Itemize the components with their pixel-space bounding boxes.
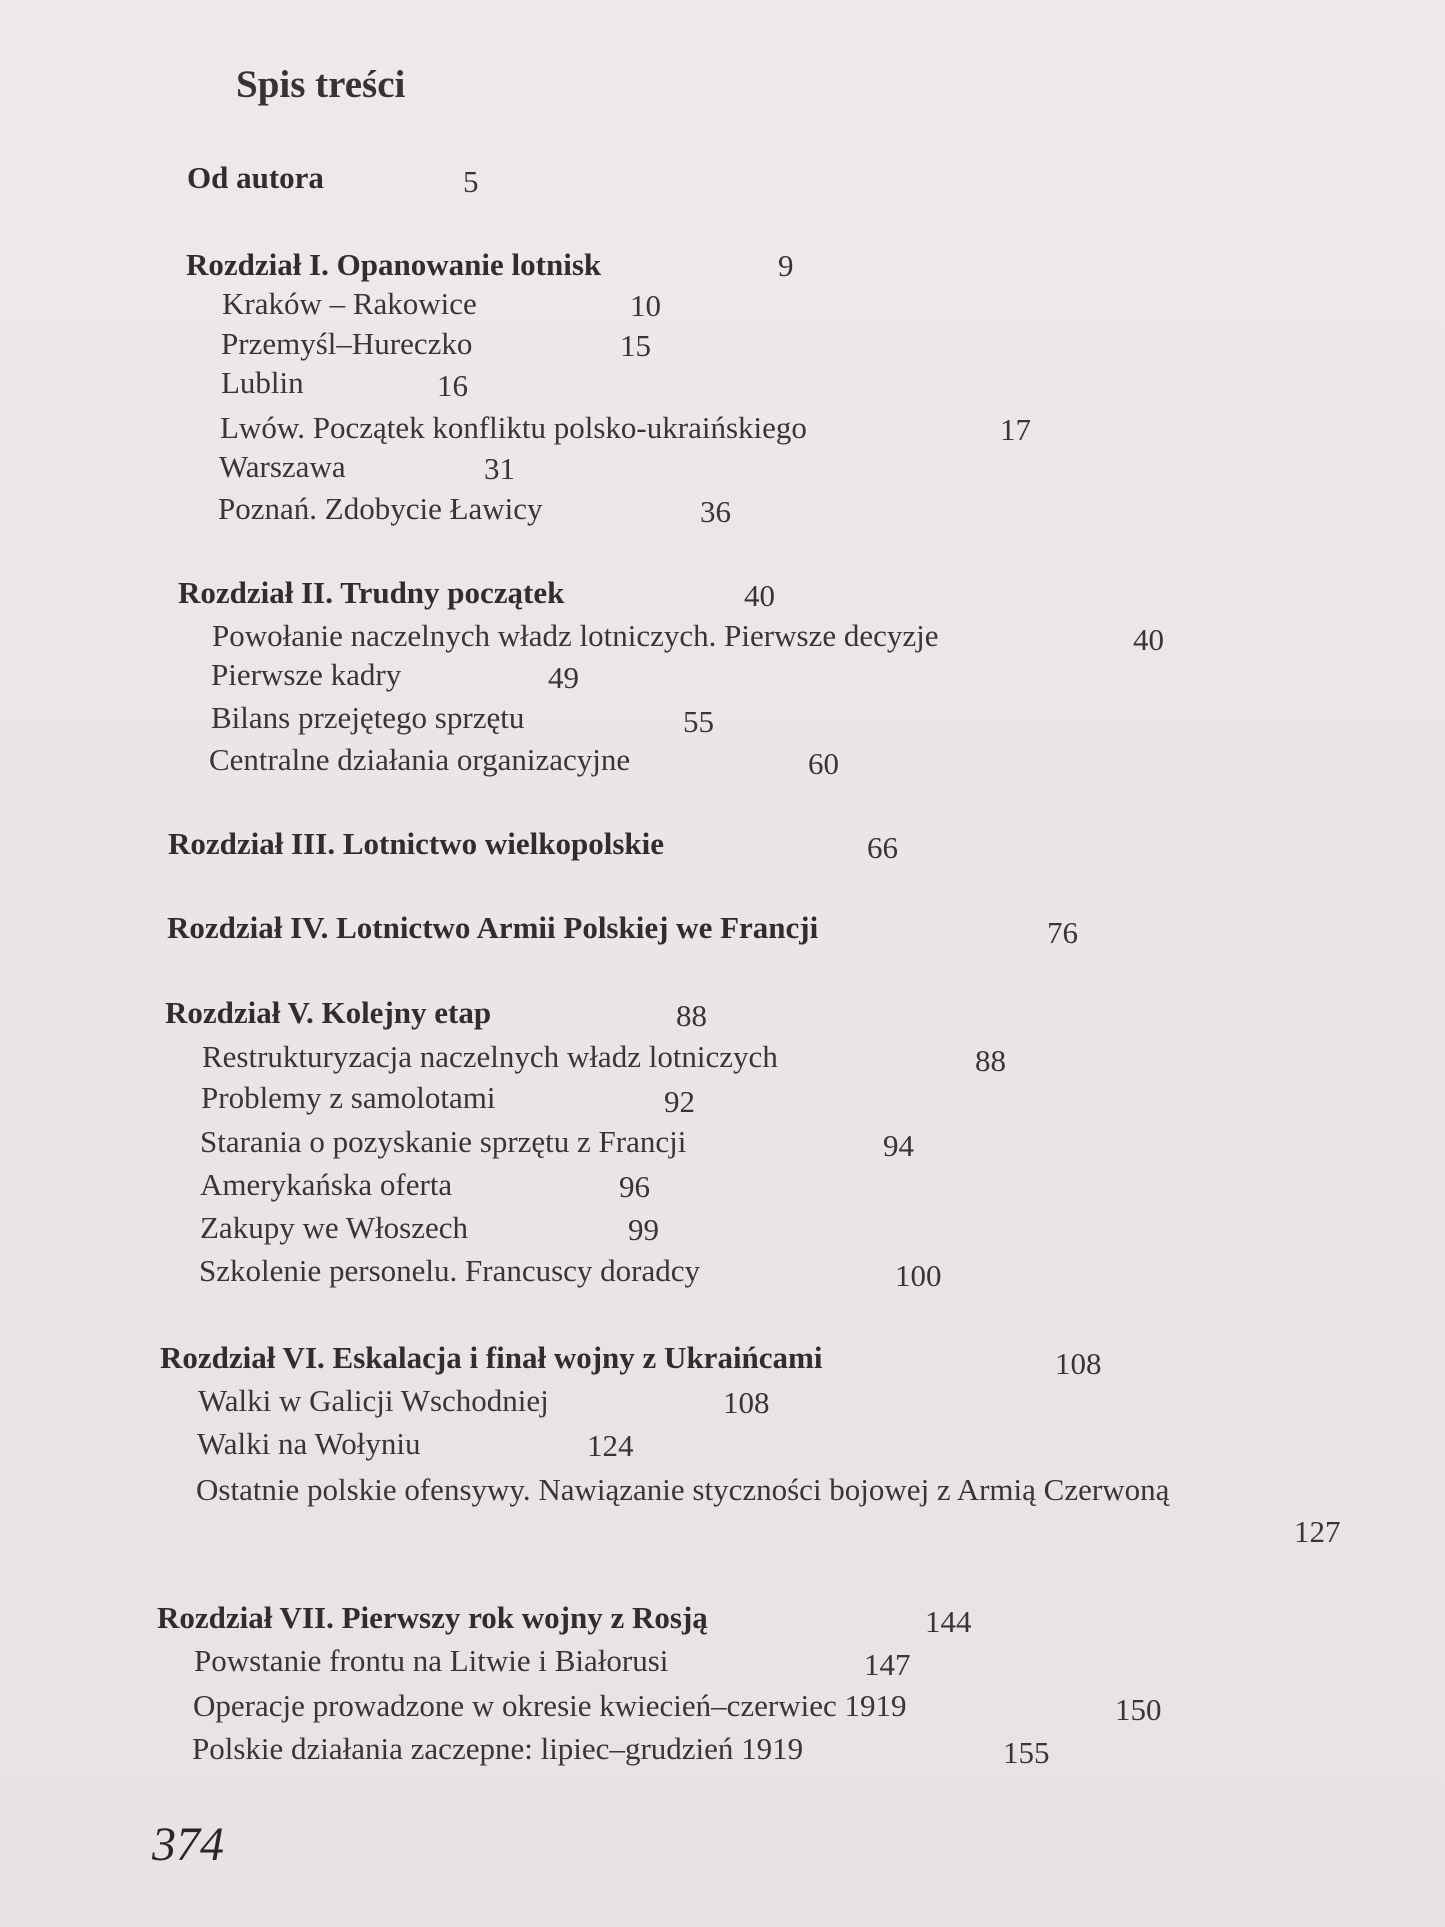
toc-page-number: 15 — [620, 328, 651, 363]
toc-section: Restrukturyzacja naczelnych władz lotniczych — [202, 1039, 778, 1074]
toc-page-number: 66 — [867, 830, 898, 865]
toc-section: Ostatnie polskie ofensywy. Nawiązanie styczności bojowej z Armią Czerwoną — [196, 1472, 1170, 1507]
toc-section: Szkolenie personelu. Francuscy doradcy — [199, 1253, 701, 1288]
toc-section: Powołanie naczelnych władz lotniczych. Pierwsze decyzje — [212, 618, 939, 653]
toc-page-number: 36 — [700, 494, 731, 529]
toc-page-number: 10 — [630, 288, 661, 323]
toc-section: Walki na Wołyniu — [197, 1426, 421, 1461]
toc-section: Centralne działania organizacyjne — [209, 742, 631, 777]
toc-chapter: Rozdział V. Kolejny etap — [165, 995, 492, 1030]
toc-page-number: 31 — [484, 451, 515, 486]
toc-page-number: 147 — [864, 1647, 911, 1682]
toc-page-number: 60 — [808, 746, 839, 781]
toc-section: Przemyśl–Hureczko — [221, 326, 473, 361]
toc-chapter: Rozdział II. Trudny początek — [178, 575, 565, 610]
toc-section: Pierwsze kadry — [211, 657, 402, 692]
toc-section: Lublin — [221, 365, 304, 400]
toc-page-number: 40 — [1133, 622, 1164, 657]
toc-page-number: 155 — [1003, 1735, 1050, 1770]
toc-page-number: 108 — [1055, 1346, 1102, 1381]
toc-section: Amerykańska oferta — [200, 1167, 453, 1202]
toc-chapter: Rozdział III. Lotnictwo wielkopolskie — [168, 826, 665, 861]
toc-section: Zakupy we Włoszech — [200, 1210, 468, 1245]
toc-page-number: 99 — [628, 1212, 659, 1247]
toc-section: Problemy z samolotami — [201, 1080, 496, 1115]
toc-page-number: 88 — [676, 998, 707, 1033]
toc-page-number: 150 — [1115, 1692, 1162, 1727]
toc-page-number: 127 — [1294, 1514, 1341, 1549]
toc-page-number: 100 — [895, 1258, 942, 1293]
toc-section: Bilans przejętego sprzętu — [211, 700, 525, 735]
toc-page-number: 96 — [619, 1169, 650, 1204]
toc-page-number: 108 — [723, 1385, 770, 1420]
toc-chapter: Od autora — [187, 160, 324, 195]
toc-page-number: 17 — [1000, 412, 1031, 447]
toc-page-number: 124 — [587, 1428, 634, 1463]
toc-page-number: 144 — [925, 1604, 972, 1639]
toc-section: Lwów. Początek konfliktu polsko-ukraińskiego — [220, 410, 807, 445]
toc-chapter: Rozdział VII. Pierwszy rok wojny z Rosją — [157, 1600, 708, 1635]
toc-section: Operacje prowadzone w okresie kwiecień–czerwiec 1919 — [193, 1688, 907, 1723]
page-number-folio: 374 — [152, 1818, 224, 1871]
toc-section: Powstanie frontu na Litwie i Białorusi — [194, 1643, 669, 1678]
toc-page-number: 16 — [437, 368, 468, 403]
toc-chapter: Rozdział IV. Lotnictwo Armii Polskiej we Francji — [167, 910, 819, 945]
toc-section: Starania o pozyskanie sprzętu z Francji — [200, 1124, 687, 1159]
toc-section: Warszawa — [219, 449, 346, 484]
page-title: Spis treści — [236, 63, 406, 106]
toc-section: Walki w Galicji Wschodniej — [198, 1383, 549, 1418]
toc-chapter: Rozdział I. Opanowanie lotnisk — [186, 247, 602, 282]
toc-chapter: Rozdział VI. Eskalacja i finał wojny z Ukraińcami — [160, 1340, 823, 1375]
toc-page-number: 55 — [683, 704, 714, 739]
toc-page-number: 49 — [548, 660, 579, 695]
toc-page-number: 5 — [463, 164, 479, 199]
toc-section: Polskie działania zaczepne: lipiec–grudzień 1919 — [192, 1731, 804, 1766]
toc-page-number: 40 — [744, 578, 775, 613]
toc-page-number: 9 — [778, 248, 794, 283]
toc-page-number: 94 — [883, 1128, 914, 1163]
toc-page-number: 76 — [1047, 915, 1078, 950]
toc-section: Poznań. Zdobycie Ławicy — [218, 491, 543, 526]
toc-page-number: 88 — [975, 1043, 1006, 1078]
toc-page-number: 92 — [664, 1084, 695, 1119]
toc-section: Kraków – Rakowice — [222, 286, 477, 321]
